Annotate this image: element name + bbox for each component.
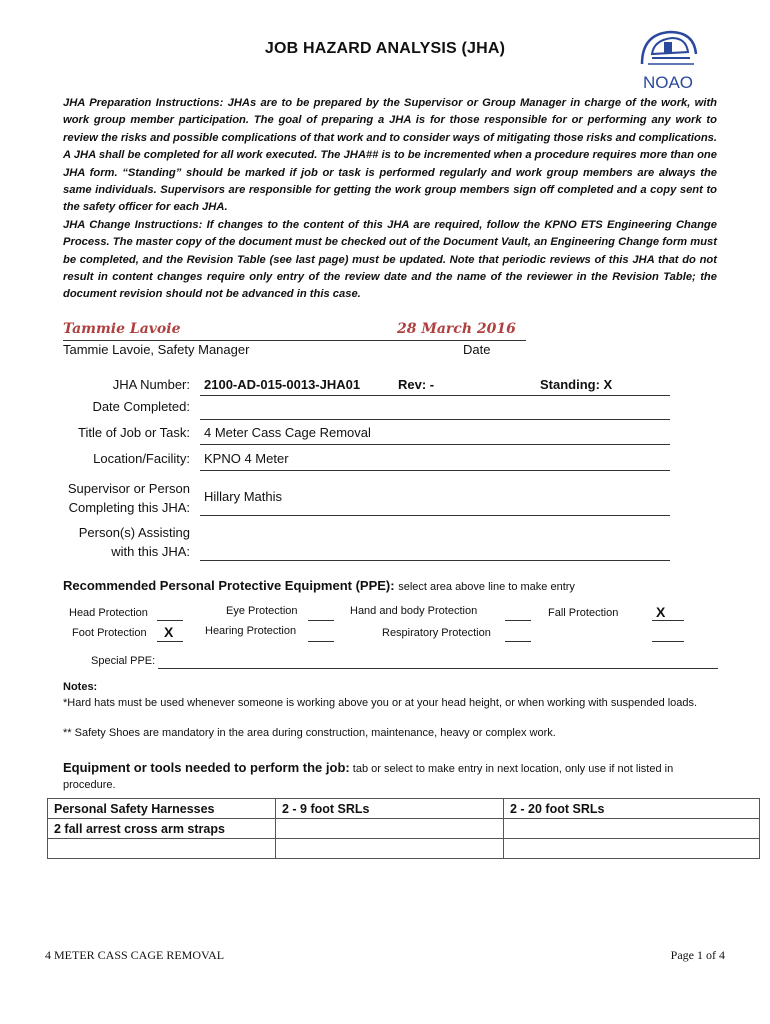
equipment-section	[63, 760, 703, 793]
date-caption: Date	[463, 342, 491, 357]
preparation-instructions: JHA Preparation Instructions: JHAs are to be prepared by the Supervisor or Group Manager in charge of the work, with work group member participation. The goal of preparing a JHA is for those responsible for or performing any work to review the risks and possible complications of that work and to consider ways of mitigating those risks and complications. A JHA shall be completed for all work executed. The JHA## is to be incremented when a procedure requires more than one JHA form. “Standing” should be marked if job or task is performed regularly and work group members are always the same individuals. Supervisors are responsible for getting the work group members sign off completed and a copy sent to the safety officer for each JHA.	[63, 97, 717, 214]
table-row	[48, 819, 760, 839]
supervisor-label: Supervisor or Person Completing this JHA:	[67, 481, 190, 515]
equipment-table	[47, 798, 760, 859]
table-cell[interactable]	[48, 839, 276, 859]
table-cell[interactable]	[504, 819, 760, 839]
hand-protection-label: Hand and body Protection	[350, 605, 478, 617]
table-cell[interactable]	[504, 839, 760, 859]
hearing-protection-label: Hearing Protection	[205, 625, 297, 637]
table-cell[interactable]: Personal Safety Harnesses	[48, 799, 276, 819]
jha-number-label: JHA Number:	[112, 377, 190, 392]
table-cell[interactable]: 2 - 9 foot SRLs	[276, 799, 504, 819]
noao-logo	[628, 24, 708, 94]
signature: Tammie Lavoie	[63, 321, 181, 337]
location-label: Location/Facility:	[93, 451, 190, 466]
table-cell[interactable]	[276, 839, 504, 859]
footer-title: 4 METER CASS CAGE REMOVAL	[45, 948, 225, 962]
revision[interactable]: Rev: -	[398, 377, 435, 392]
location-value[interactable]: KPNO 4 Meter	[204, 451, 289, 466]
head-protection-field[interactable]	[157, 620, 183, 621]
table-cell[interactable]	[276, 819, 504, 839]
foot-protection-mark[interactable]: X	[164, 624, 174, 640]
ppe-hint: select area above line to make entry	[398, 581, 575, 593]
table-row	[48, 839, 760, 859]
table-row	[48, 799, 760, 819]
table-cell[interactable]: 2 fall arrest cross arm straps	[48, 819, 276, 839]
eye-protection-label: Eye Protection	[226, 605, 298, 617]
notes-heading: Notes:	[63, 681, 98, 693]
ppe-section	[63, 578, 575, 593]
hearing-protection-field[interactable]	[308, 641, 334, 642]
page-number: Page 1 of 4	[670, 948, 725, 962]
date-completed-label: Date Completed:	[92, 399, 190, 414]
head-protection-label: Head Protection	[69, 607, 148, 619]
respiratory-protection-label: Respiratory Protection	[382, 627, 491, 639]
logo-text: NOAO	[642, 73, 694, 92]
equipment-hint: tab or select to make entry in next location, only use if not listed in procedure.	[63, 763, 674, 791]
ppe-heading: Recommended Personal Protective Equipment (PPE):	[63, 578, 395, 593]
table-cell[interactable]: 2 - 20 foot SRLs	[504, 799, 760, 819]
assisting-label: Person(s) Assisting with this JHA:	[78, 525, 190, 559]
foot-protection-label: Foot Protection	[72, 627, 147, 639]
note-2: ** Safety Shoes are mandatory in the area during construction, maintenance, heavy or complex work.	[63, 727, 556, 739]
special-ppe-label: Special PPE:	[91, 655, 156, 667]
assisting-field[interactable]	[200, 560, 670, 561]
signature-date: 28 March 2016	[397, 321, 516, 337]
fall-protection-mark[interactable]: X	[656, 604, 666, 620]
respiratory-protection-field[interactable]	[505, 641, 531, 642]
signer-caption: Tammie Lavoie, Safety Manager	[63, 342, 250, 357]
job-title-label: Title of Job or Task:	[78, 425, 190, 440]
hand-protection-field[interactable]	[505, 620, 531, 621]
job-title-value[interactable]: 4 Meter Cass Cage Removal	[204, 425, 371, 440]
page-title: JOB HAZARD ANALYSIS (JHA)	[264, 40, 506, 57]
eye-protection-field[interactable]	[308, 620, 334, 621]
supervisor-value[interactable]: Hillary Mathis	[204, 489, 283, 504]
equipment-heading: Equipment or tools needed to perform the job:	[63, 760, 350, 775]
standing[interactable]: Standing: X	[540, 377, 613, 392]
jha-number[interactable]: 2100-AD-015-0013-JHA01	[204, 377, 361, 392]
special-ppe-field[interactable]	[158, 668, 718, 669]
fall-protection-label: Fall Protection	[548, 607, 619, 619]
instructions	[63, 95, 717, 304]
date-completed-field[interactable]	[200, 419, 670, 420]
note-1: *Hard hats must be used whenever someone is working above you or at your head height, or when working with suspended loads.	[63, 697, 698, 709]
change-instructions: JHA Change Instructions: If changes to the content of this JHA are required, follow the KPNO ETS Engineering Change Process. The master copy of the document must be checked out of the Document Vault, an Engineering Change form must be completed, and the Revision Table (see last page) must be updated. Note that periodic reviews of this JHA that do not result in content changes require only entry of the review date and the name of the reviewer in the Revision Table; the document revision should not be advanced in this case.	[63, 218, 717, 301]
